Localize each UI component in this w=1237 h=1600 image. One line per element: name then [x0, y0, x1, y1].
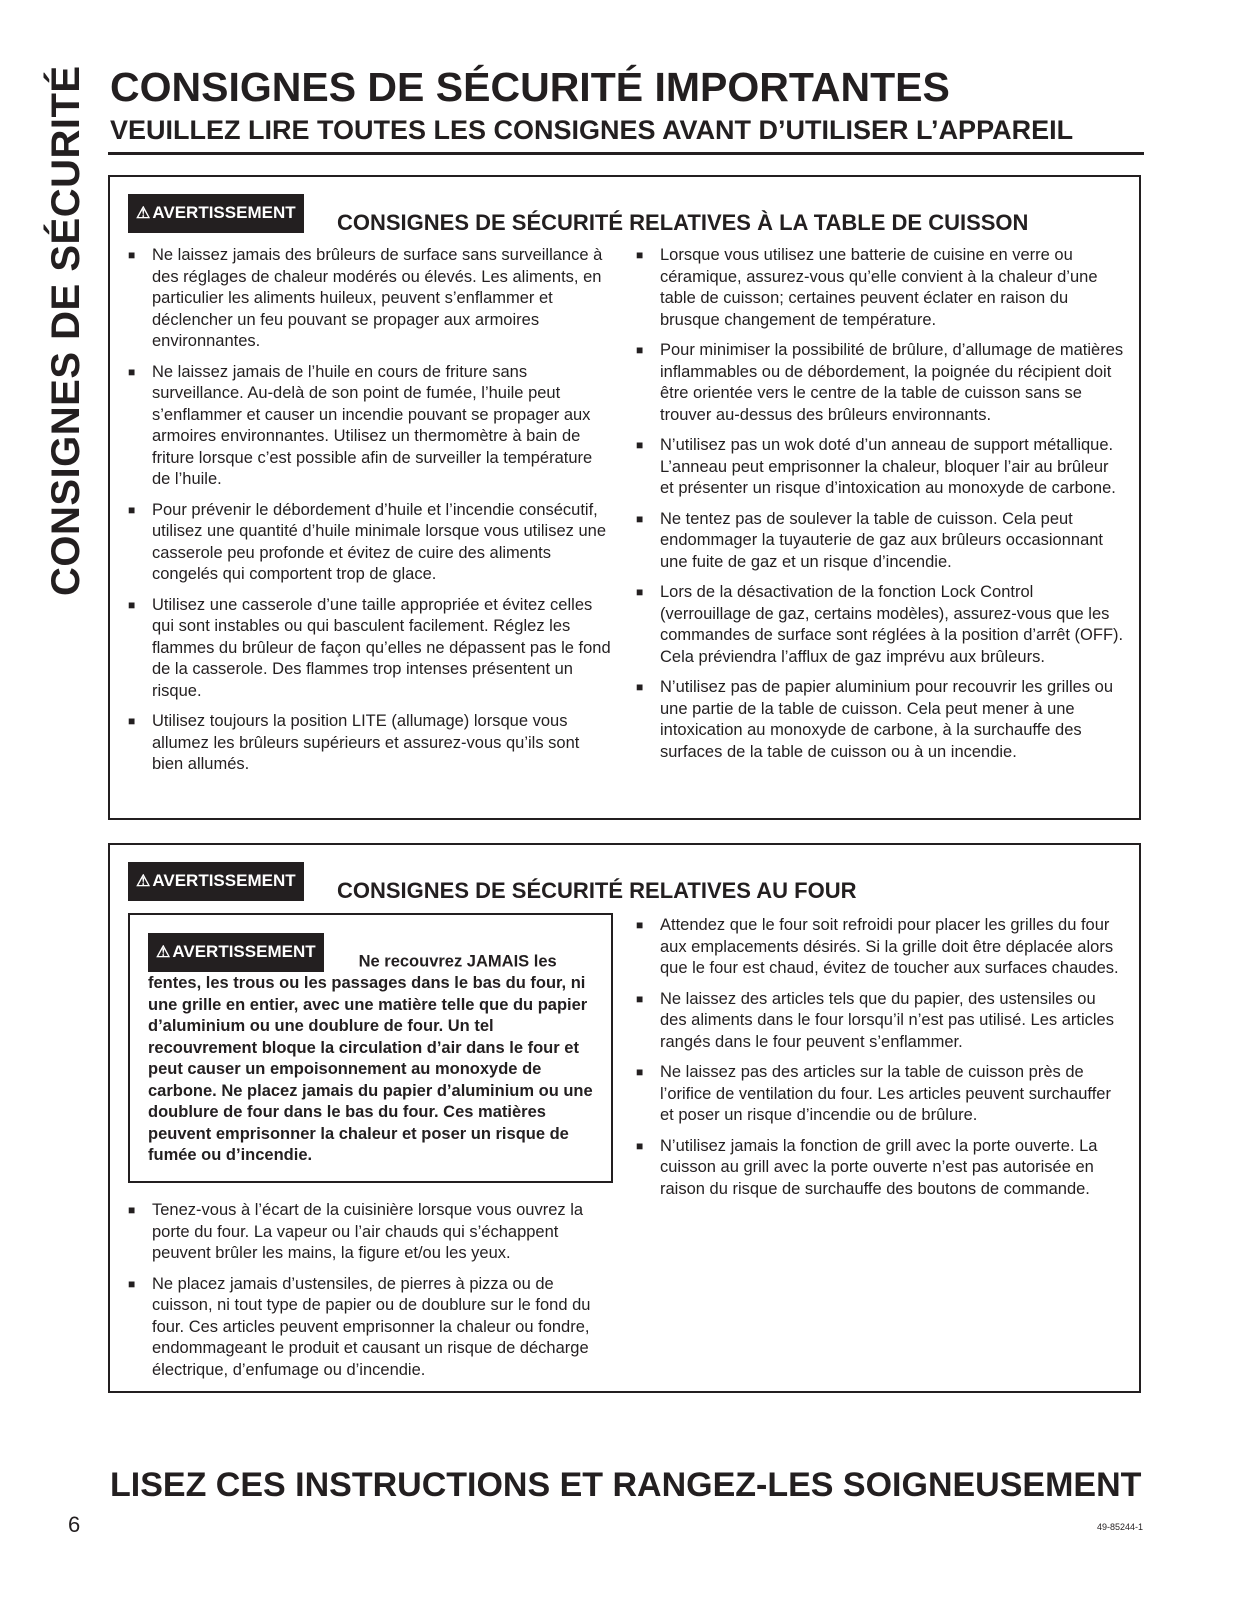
warning-triangle-icon: ⚠: [156, 944, 171, 961]
footer-instruction: LISEZ CES INSTRUCTIONS ET RANGEZ-LES SOIGNEUSEMENT: [110, 1466, 1142, 1504]
inner-warning-badge-label: AVERTISSEMENT: [172, 942, 316, 961]
list-item: ■ Ne laissez jamais de l’huile en cours de friture sans surveillance. Au-delà de son point de fumée, l’huile peut s’enflammer et causer un incendie pouvant se propager aux armoires environnantes. Utilisez un thermomètre à bain de friture lorsque c’est possible afin de surveiller la température de l’huile.: [128, 362, 614, 491]
list-item: ■ Lors de la désactivation de la fonction Lock Control (verrouillage de gaz, certains modèles), assurez-vous que les commandes de surface sont réglées à la position d’arrêt (OFF). Cela préviendra l’afflux de gaz imprévu aux brûleurs.: [636, 582, 1126, 668]
list-item: ■ Tenez-vous à l’écart de la cuisinière lorsque vous ouvrez la porte du four. La vapeur ou l’air chauds qui s’échappent peuvent brûler les mains, la figure et/ou les yeux.: [128, 1200, 614, 1265]
badge-spacer: [148, 933, 354, 973]
oven-section-heading: CONSIGNES DE SÉCURITÉ RELATIVES AU FOUR: [337, 878, 857, 903]
warning-badge-label: AVERTISSEMENT: [152, 203, 296, 222]
list-item: ■ Ne laissez jamais des brûleurs de surface sans surveillance à des réglages de chaleur modérés ou élevés. Les aliments, en particulier les aliments huileux, peuvent s’enflammer et déclencher un feu pouvant se propager aux armoires environnantes.: [128, 245, 614, 353]
side-section-title-text: CONSIGNES DE SÉCURITÉ: [44, 65, 88, 596]
list-item: ■ N’utilisez pas un wok doté d’un anneau de support métallique. L’anneau peut emprisonner la chaleur, bloquer l’air au brûleur et présenter un risque d’intoxication au monoxyde de carbone.: [636, 435, 1126, 500]
oven-safety-box: [108, 843, 1141, 1393]
page-title: CONSIGNES DE SÉCURITÉ IMPORTANTES: [110, 64, 950, 110]
list-item: ■ Attendez que le four soit refroidi pour placer les grilles du four aux emplacements désirés. Si la grille doit être déplacée alors que le four est chaud, évitez de toucher aux surfaces chaudes.: [636, 915, 1126, 980]
oven-right-list: [636, 915, 1126, 1209]
list-item: ■ Ne laissez des articles tels que du papier, des ustensiles ou des aliments dans le four lorsqu’il n’est pas utilisé. Les articles rangés dans le four peuvent s’enflammer.: [636, 989, 1126, 1054]
cooktop-section-heading: CONSIGNES DE SÉCURITÉ RELATIVES À LA TABLE DE CUISSON: [337, 210, 1029, 235]
list-item: ■ Ne laissez pas des articles sur la table de cuisson près de l’orifice de ventilation du four. Les articles peuvent surchauffer et poser un risque d’incendie ou de brûlure.: [636, 1062, 1126, 1127]
inner-warning-text-block: [148, 933, 600, 1167]
cooktop-left-list: [128, 245, 614, 785]
list-item: ■ Utilisez une casserole d’une taille appropriée et évitez celles qui sont instables ou qui basculent facilement. Réglez les flammes du brûleur de façon qu’elles ne dépassent pas le fond de la casserole. Des flammes trop intenses présentent un risque.: [128, 595, 614, 703]
title-divider: [108, 152, 1144, 155]
inner-warning-box: [128, 913, 613, 1183]
inner-warning-text: Ne recouvrez JAMAIS les fentes, les trous ou les passages dans le bas du four, ni une grille en entier, avec une matière telle que du papier d’aluminium ou une doublure de four. Un tel recouvrement bloque la circulation d’air dans le four et peut causer un empoisonnement au monoxyde de carbone. Ne placez jamais du papier d’aluminium ou une doublure de four dans le bas du four. Ces matières peuvent emprisonner la chaleur et poser un risque de fumée ou d’incendie.: [148, 952, 593, 1164]
list-item: ■ Utilisez toujours la position LITE (allumage) lorsque vous allumez les brûleurs supérieurs et assurez-vous qu’ils sont bien allumés.: [128, 711, 614, 776]
page-subtitle: VEUILLEZ LIRE TOUTES LES CONSIGNES AVANT D’UTILISER L’APPAREIL: [110, 115, 1074, 145]
list-item: ■ N’utilisez pas de papier aluminium pour recouvrir les grilles ou une partie de la table de cuisson. Cela peut mener à une intoxication au monoxyde de carbone, à la surchauffe des surfaces de la table de cuisson ou à un incendie.: [636, 677, 1126, 763]
warning-badge-label: AVERTISSEMENT: [152, 871, 296, 890]
warning-triangle-icon: ⚠: [136, 205, 151, 222]
list-item: ■ Ne placez jamais d’ustensiles, de pierres à pizza ou de cuisson, ni tout type de papier ou de doublure sur le fond du four. Ces articles peuvent emprisonner la chaleur ou fondre, endommageant le produit et causant un risque de décharge électrique, d’enfumage ou d’incendie.: [128, 1274, 614, 1382]
warning-badge: [128, 862, 304, 901]
list-item: ■ Pour minimiser la possibilité de brûlure, d’allumage de matières inflammables ou de débordement, la poignée du récipient doit être orientée vers le centre de la table de cuisson sans se trouver au-dessus des brûleurs environnants.: [636, 340, 1126, 426]
list-item: ■ Ne tentez pas de soulever la table de cuisson. Cela peut endommager la tuyauterie de gaz aux brûleurs occasionnant une fuite de gaz et un risque d’incendie.: [636, 509, 1126, 574]
list-item: ■ Lorsque vous utilisez une batterie de cuisine en verre ou céramique, assurez-vous qu’elle convient à la chaleur d’une table de cuisson; certaines peuvent éclater en raison du brusque changement de température.: [636, 245, 1126, 331]
warning-badge: [128, 194, 304, 233]
document-code: 49-85244-1: [1096, 1522, 1143, 1532]
side-section-title: [44, 65, 88, 596]
cooktop-safety-box: [108, 175, 1141, 820]
oven-left-list: [128, 1200, 614, 1390]
list-item: ■ Pour prévenir le débordement d’huile et l’incendie consécutif, utilisez une quantité d’huile minimale lorsque vous utilisez une casserole peu profonde et évitez de cuire des aliments congelés qui comportent trop de glace.: [128, 500, 614, 586]
warning-triangle-icon: ⚠: [136, 873, 151, 890]
list-item: ■ N’utilisez jamais la fonction de grill avec la porte ouverte. La cuisson au grill avec la porte ouverte n’est pas autorisée en raison du risque de surchauffe des boutons de commande.: [636, 1136, 1126, 1201]
page-number: 6: [68, 1512, 81, 1537]
cooktop-right-list: [636, 245, 1126, 772]
